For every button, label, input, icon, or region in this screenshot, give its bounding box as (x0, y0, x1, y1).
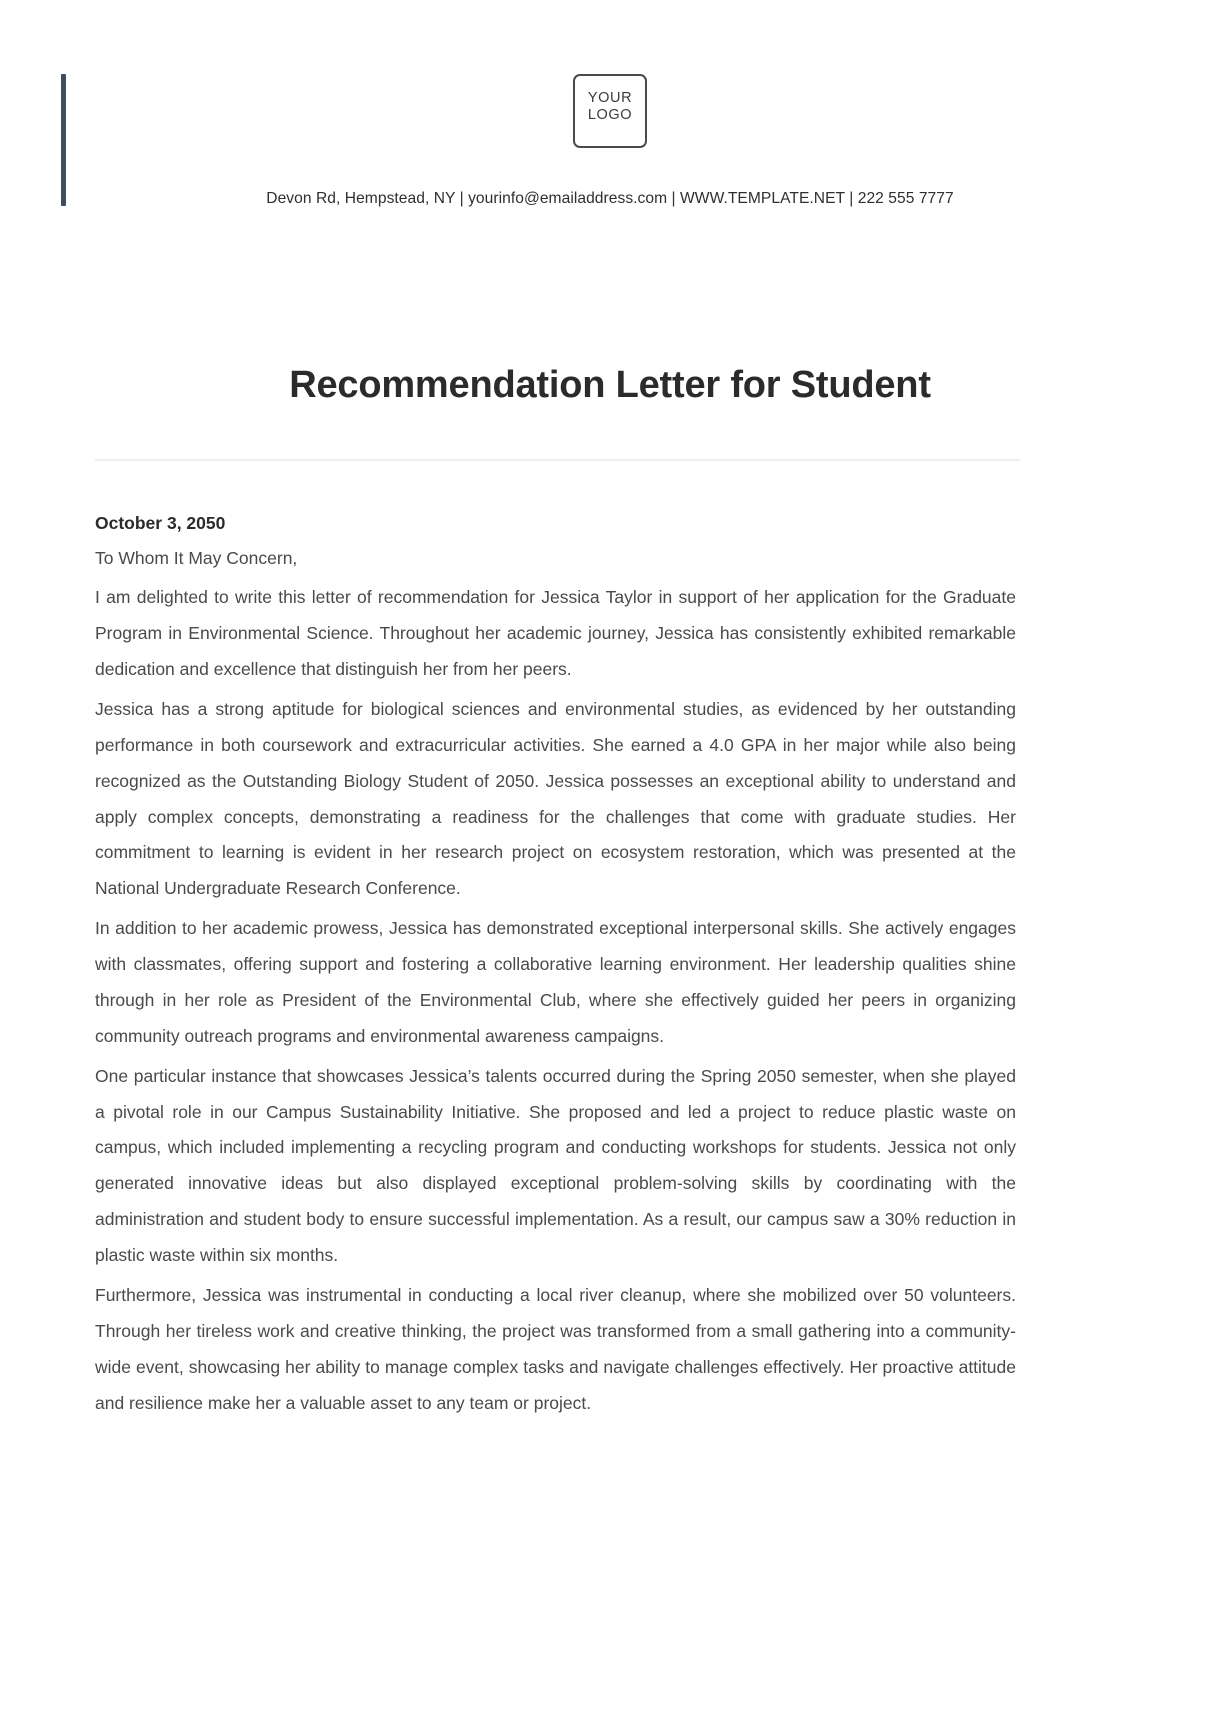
logo-line-2: LOGO (587, 107, 633, 124)
contact-info-line: Devon Rd, Hempstead, NY | yourinfo@emailaddress.com | WWW.TEMPLATE.NET | 222 555 7777 (266, 190, 954, 207)
letter-paragraph: In addition to her academic prowess, Jessica has demonstrated exceptional interpersonal skills. She actively engages with classmates, offering support and fostering a collaborative learning environment. Her leadership qualities shine through in her role as President of the Environmental Club, where she effectively guided her peers in organizing community outreach programs and environmental awareness campaigns. (95, 918, 1016, 1046)
logo-line-1: YOUR (587, 90, 633, 106)
letter-date: October 3, 2050 (95, 513, 226, 533)
title-divider (95, 459, 1020, 461)
letter-paragraph: Furthermore, Jessica was instrumental in conducting a local river cleanup, where she mobilized over 50 volunteers. Through her tireless work and creative thinking, the project was transformed from a small gathering into a community-wide event, showcasing her ability to manage complex tasks and navigate challenges effectively. Her proactive attitude and resilience make her a valuable asset to any team or project. (95, 1284, 1016, 1413)
letter-salutation: To Whom It May Concern, (95, 548, 298, 569)
page-title: Recommendation Letter for Student (289, 364, 931, 406)
letterhead (0, 0, 1220, 208)
letter-body (95, 510, 1016, 1421)
letter-paragraph: I am delighted to write this letter of recommendation for Jessica Taylor in support of her application for the Graduate Program in Environmental Science. Throughout her academic journey, Jessica has consistently exhibited remarkable dedication and excellence that distinguish her from her peers. (95, 587, 1016, 679)
letter-paragraph: Jessica has a strong aptitude for biological sciences and environmental studies, as evidenced by her outstanding performance in both coursework and extracurricular activities. She earned a 4.0 GPA in her major while also being recognized as the Outstanding Biology Student of 2050. Jessica possesses an exceptional ability to understand and apply complex concepts, demonstrating a readiness for the challenges that come with graduate studies. Her commitment to learning is evident in her research project on ecosystem restoration, which was presented at the National Undergraduate Research Conference. (95, 698, 1016, 899)
logo-placeholder (573, 74, 647, 148)
letter-paragraph: One particular instance that showcases Jessica’s talents occurred during the Spring 2050 semester, when she played a pivotal role in our Campus Sustainability Initiative. She proposed and led a project to reduce plastic waste on campus, which included implementing a recycling program and conducting workshops for students. Jessica not only generated innovative ideas but also displayed exceptional problem-solving skills by coordinating with the administration and student body to ensure successful implementation. As a result, our campus saw a 30% reduction in plastic waste within six months. (95, 1065, 1016, 1265)
